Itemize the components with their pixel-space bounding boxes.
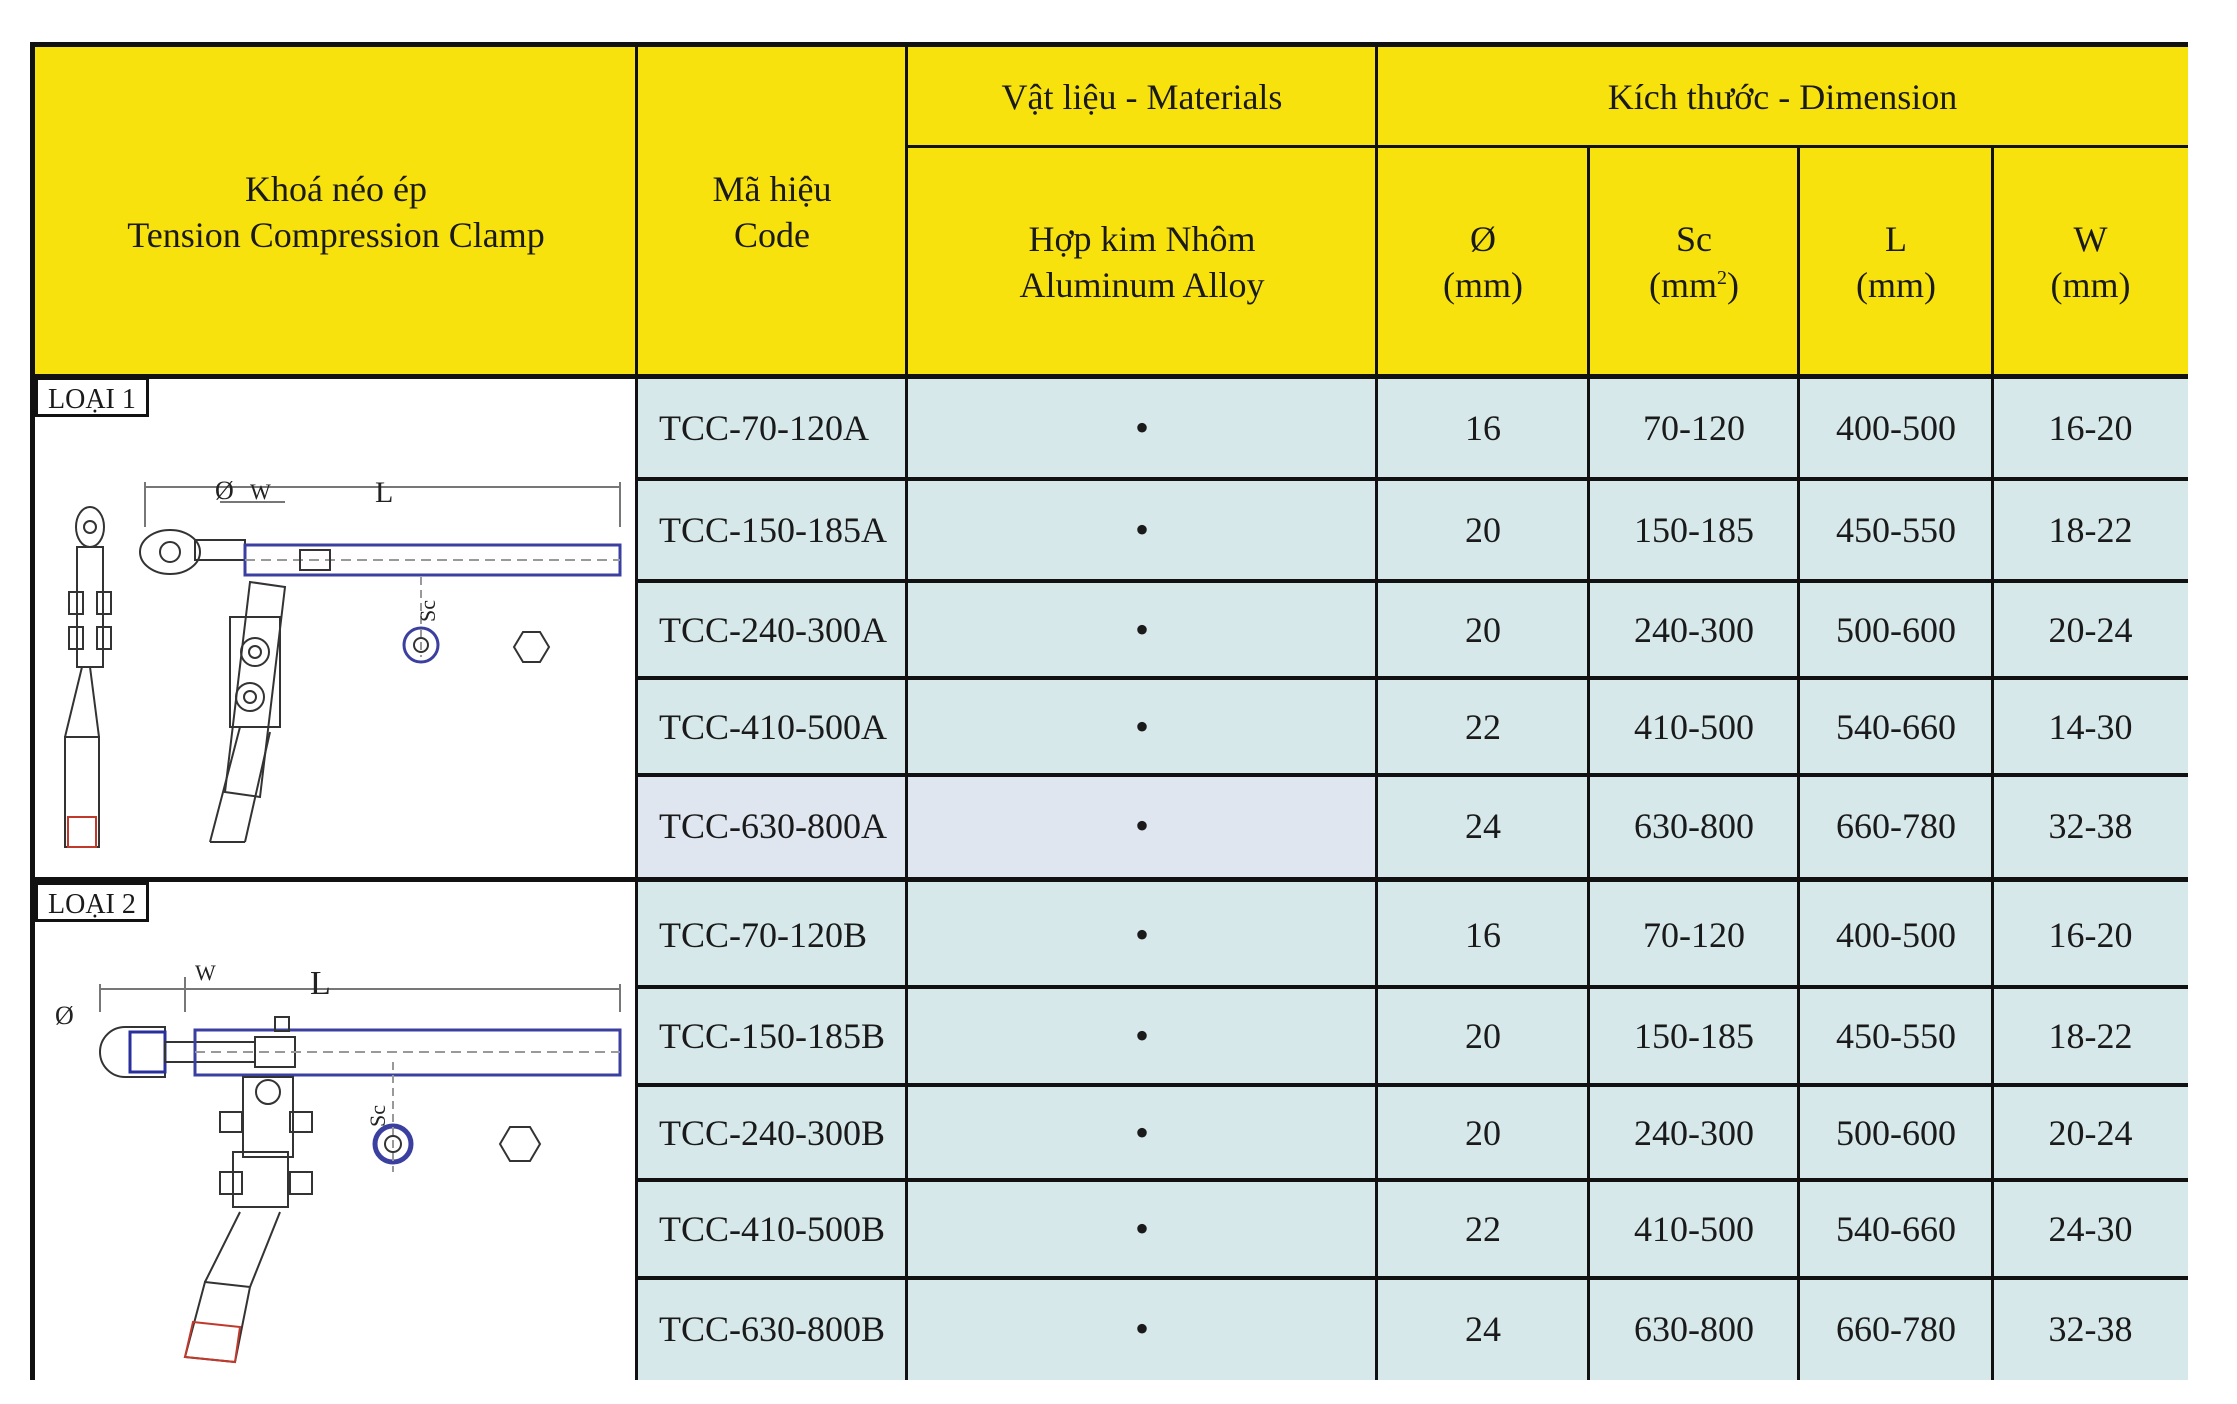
- unit-sup: 2: [1717, 267, 1727, 289]
- sc-cell: 240-300: [1589, 1085, 1799, 1180]
- diameter-cell: 24: [1377, 1278, 1589, 1380]
- type2-phi-label: Ø: [55, 1001, 74, 1030]
- material-dot: •: [907, 1278, 1377, 1380]
- width-cell: 20-24: [1993, 581, 2188, 678]
- grid-vline: [1587, 147, 1590, 1380]
- material-dot: •: [907, 882, 1377, 987]
- length-cell: 400-500: [1799, 882, 1993, 987]
- grid-hline: [637, 1276, 2188, 1280]
- header-col-symbol: L: [1884, 219, 1907, 259]
- length-cell: 540-660: [1799, 678, 1993, 775]
- table-row-code: TCC-240-300B: [637, 1085, 907, 1180]
- grid-hline: [637, 1083, 2188, 1087]
- type1-label: LOẠI 1: [35, 377, 149, 417]
- grid-hline: [637, 579, 2188, 583]
- diameter-cell: 22: [1377, 678, 1589, 775]
- length-cell: 450-550: [1799, 479, 1993, 581]
- table-row-code: TCC-150-185B: [637, 987, 907, 1085]
- grid-vline: [1991, 147, 1994, 1380]
- type1-sc-label: Sc: [415, 600, 440, 622]
- type2-w-label: W: [195, 960, 216, 985]
- header-col-unit: [1649, 262, 1739, 308]
- table-row-code: TCC-70-120B: [637, 882, 907, 987]
- width-cell: 32-38: [1993, 1278, 2188, 1380]
- width-cell: 18-22: [1993, 479, 2188, 581]
- type1-l-label: L: [375, 476, 394, 509]
- header-col-sc: [1589, 147, 1799, 377]
- type2-l-label: L: [310, 965, 331, 1002]
- header-col-symbol: Sc: [1676, 219, 1712, 259]
- width-cell: 16-20: [1993, 377, 2188, 479]
- header-product-en: Tension Compression Clamp: [127, 215, 545, 255]
- header-materials: [907, 47, 1377, 147]
- material-dot: •: [907, 377, 1377, 479]
- length-cell: 450-550: [1799, 987, 1993, 1085]
- table-row-code: TCC-630-800A: [637, 775, 907, 877]
- width-cell: 16-20: [1993, 882, 2188, 987]
- grid-hline: [35, 374, 2188, 379]
- type1-w-label: W: [250, 479, 271, 504]
- sc-cell: 70-120: [1589, 882, 1799, 987]
- diameter-cell: 16: [1377, 882, 1589, 987]
- length-cell: 400-500: [1799, 377, 1993, 479]
- grid-hline: [637, 676, 2188, 680]
- material-dot: •: [907, 1085, 1377, 1180]
- diameter-cell: 20: [1377, 581, 1589, 678]
- grid-hline: [35, 877, 2188, 882]
- diameter-cell: 20: [1377, 987, 1589, 1085]
- header-col-length: [1799, 147, 1993, 377]
- table-row-code: TCC-240-300A: [637, 581, 907, 678]
- table-row-code: TCC-410-500B: [637, 1180, 907, 1278]
- material-dot: •: [907, 1180, 1377, 1278]
- header-dimension-label: Kích thước - Dimension: [1607, 77, 1958, 117]
- header-col-unit: (mm): [1443, 265, 1523, 305]
- header-code: [637, 47, 907, 377]
- unit-post: ): [1727, 265, 1739, 305]
- header-material-en: Aluminum Alloy: [1019, 265, 1265, 305]
- length-cell: 540-660: [1799, 1180, 1993, 1278]
- width-cell: 14-30: [1993, 678, 2188, 775]
- header-product-vi: Khoá néo ép: [245, 169, 427, 209]
- header-product: [35, 47, 637, 377]
- sc-cell: 410-500: [1589, 678, 1799, 775]
- diameter-cell: 20: [1377, 1085, 1589, 1180]
- sc-cell: 630-800: [1589, 1278, 1799, 1380]
- grid-hline: [907, 145, 2188, 148]
- table-row-code: TCC-410-500A: [637, 678, 907, 775]
- header-col-symbol: W: [2073, 219, 2108, 259]
- diameter-cell: 22: [1377, 1180, 1589, 1278]
- grid-hline: [637, 477, 2188, 481]
- type2-clamp-drawing: [35, 882, 637, 1380]
- header-col-diameter: [1377, 147, 1589, 377]
- type2-sc-label: Sc: [365, 1105, 390, 1127]
- sc-cell: 70-120: [1589, 377, 1799, 479]
- header-col-unit: (mm): [2050, 265, 2131, 305]
- sc-cell: 150-185: [1589, 479, 1799, 581]
- type2-label: LOẠI 2: [35, 882, 149, 922]
- grid-hline: [637, 773, 2188, 777]
- length-cell: 660-780: [1799, 775, 1993, 877]
- type1-drawing-panel: [35, 377, 637, 877]
- material-dot: •: [907, 775, 1377, 877]
- material-dot: •: [907, 479, 1377, 581]
- sc-cell: 630-800: [1589, 775, 1799, 877]
- header-col-symbol: Ø: [1469, 219, 1496, 259]
- grid-hline: [637, 985, 2188, 989]
- header-col-unit: (mm): [1856, 265, 1936, 305]
- table-row-code: TCC-150-185A: [637, 479, 907, 581]
- length-cell: 500-600: [1799, 581, 1993, 678]
- length-cell: 660-780: [1799, 1278, 1993, 1380]
- width-cell: 24-30: [1993, 1180, 2188, 1278]
- spec-table: [30, 42, 2188, 1380]
- sc-cell: 240-300: [1589, 581, 1799, 678]
- width-cell: 18-22: [1993, 987, 2188, 1085]
- diameter-cell: 24: [1377, 775, 1589, 877]
- table-row-code: TCC-630-800B: [637, 1278, 907, 1380]
- sc-cell: 150-185: [1589, 987, 1799, 1085]
- type2-drawing-panel: [35, 882, 637, 1380]
- width-cell: 32-38: [1993, 775, 2188, 877]
- header-col-width: [1993, 147, 2188, 377]
- header-materials-label: Vật liệu - Materials: [1001, 77, 1283, 117]
- grid-hline: [637, 1178, 2188, 1182]
- type1-phi-label: Ø: [215, 476, 234, 505]
- diameter-cell: 16: [1377, 377, 1589, 479]
- width-cell: 20-24: [1993, 1085, 2188, 1180]
- grid-vline: [1797, 147, 1800, 1380]
- header-code-vi: Mã hiệu: [712, 169, 832, 209]
- material-dot: •: [907, 581, 1377, 678]
- material-dot: •: [907, 987, 1377, 1085]
- diameter-cell: 20: [1377, 479, 1589, 581]
- table-row-code: TCC-70-120A: [637, 377, 907, 479]
- type1-clamp-drawing: [35, 377, 637, 877]
- unit-pre: (mm: [1649, 265, 1717, 305]
- material-dot: •: [907, 678, 1377, 775]
- header-material-alloy: [907, 147, 1377, 377]
- header-dimension: [1377, 47, 2188, 147]
- sc-cell: 410-500: [1589, 1180, 1799, 1278]
- header-code-en: Code: [734, 215, 810, 255]
- length-cell: 500-600: [1799, 1085, 1993, 1180]
- header-material-vi: Hợp kim Nhôm: [1028, 219, 1256, 259]
